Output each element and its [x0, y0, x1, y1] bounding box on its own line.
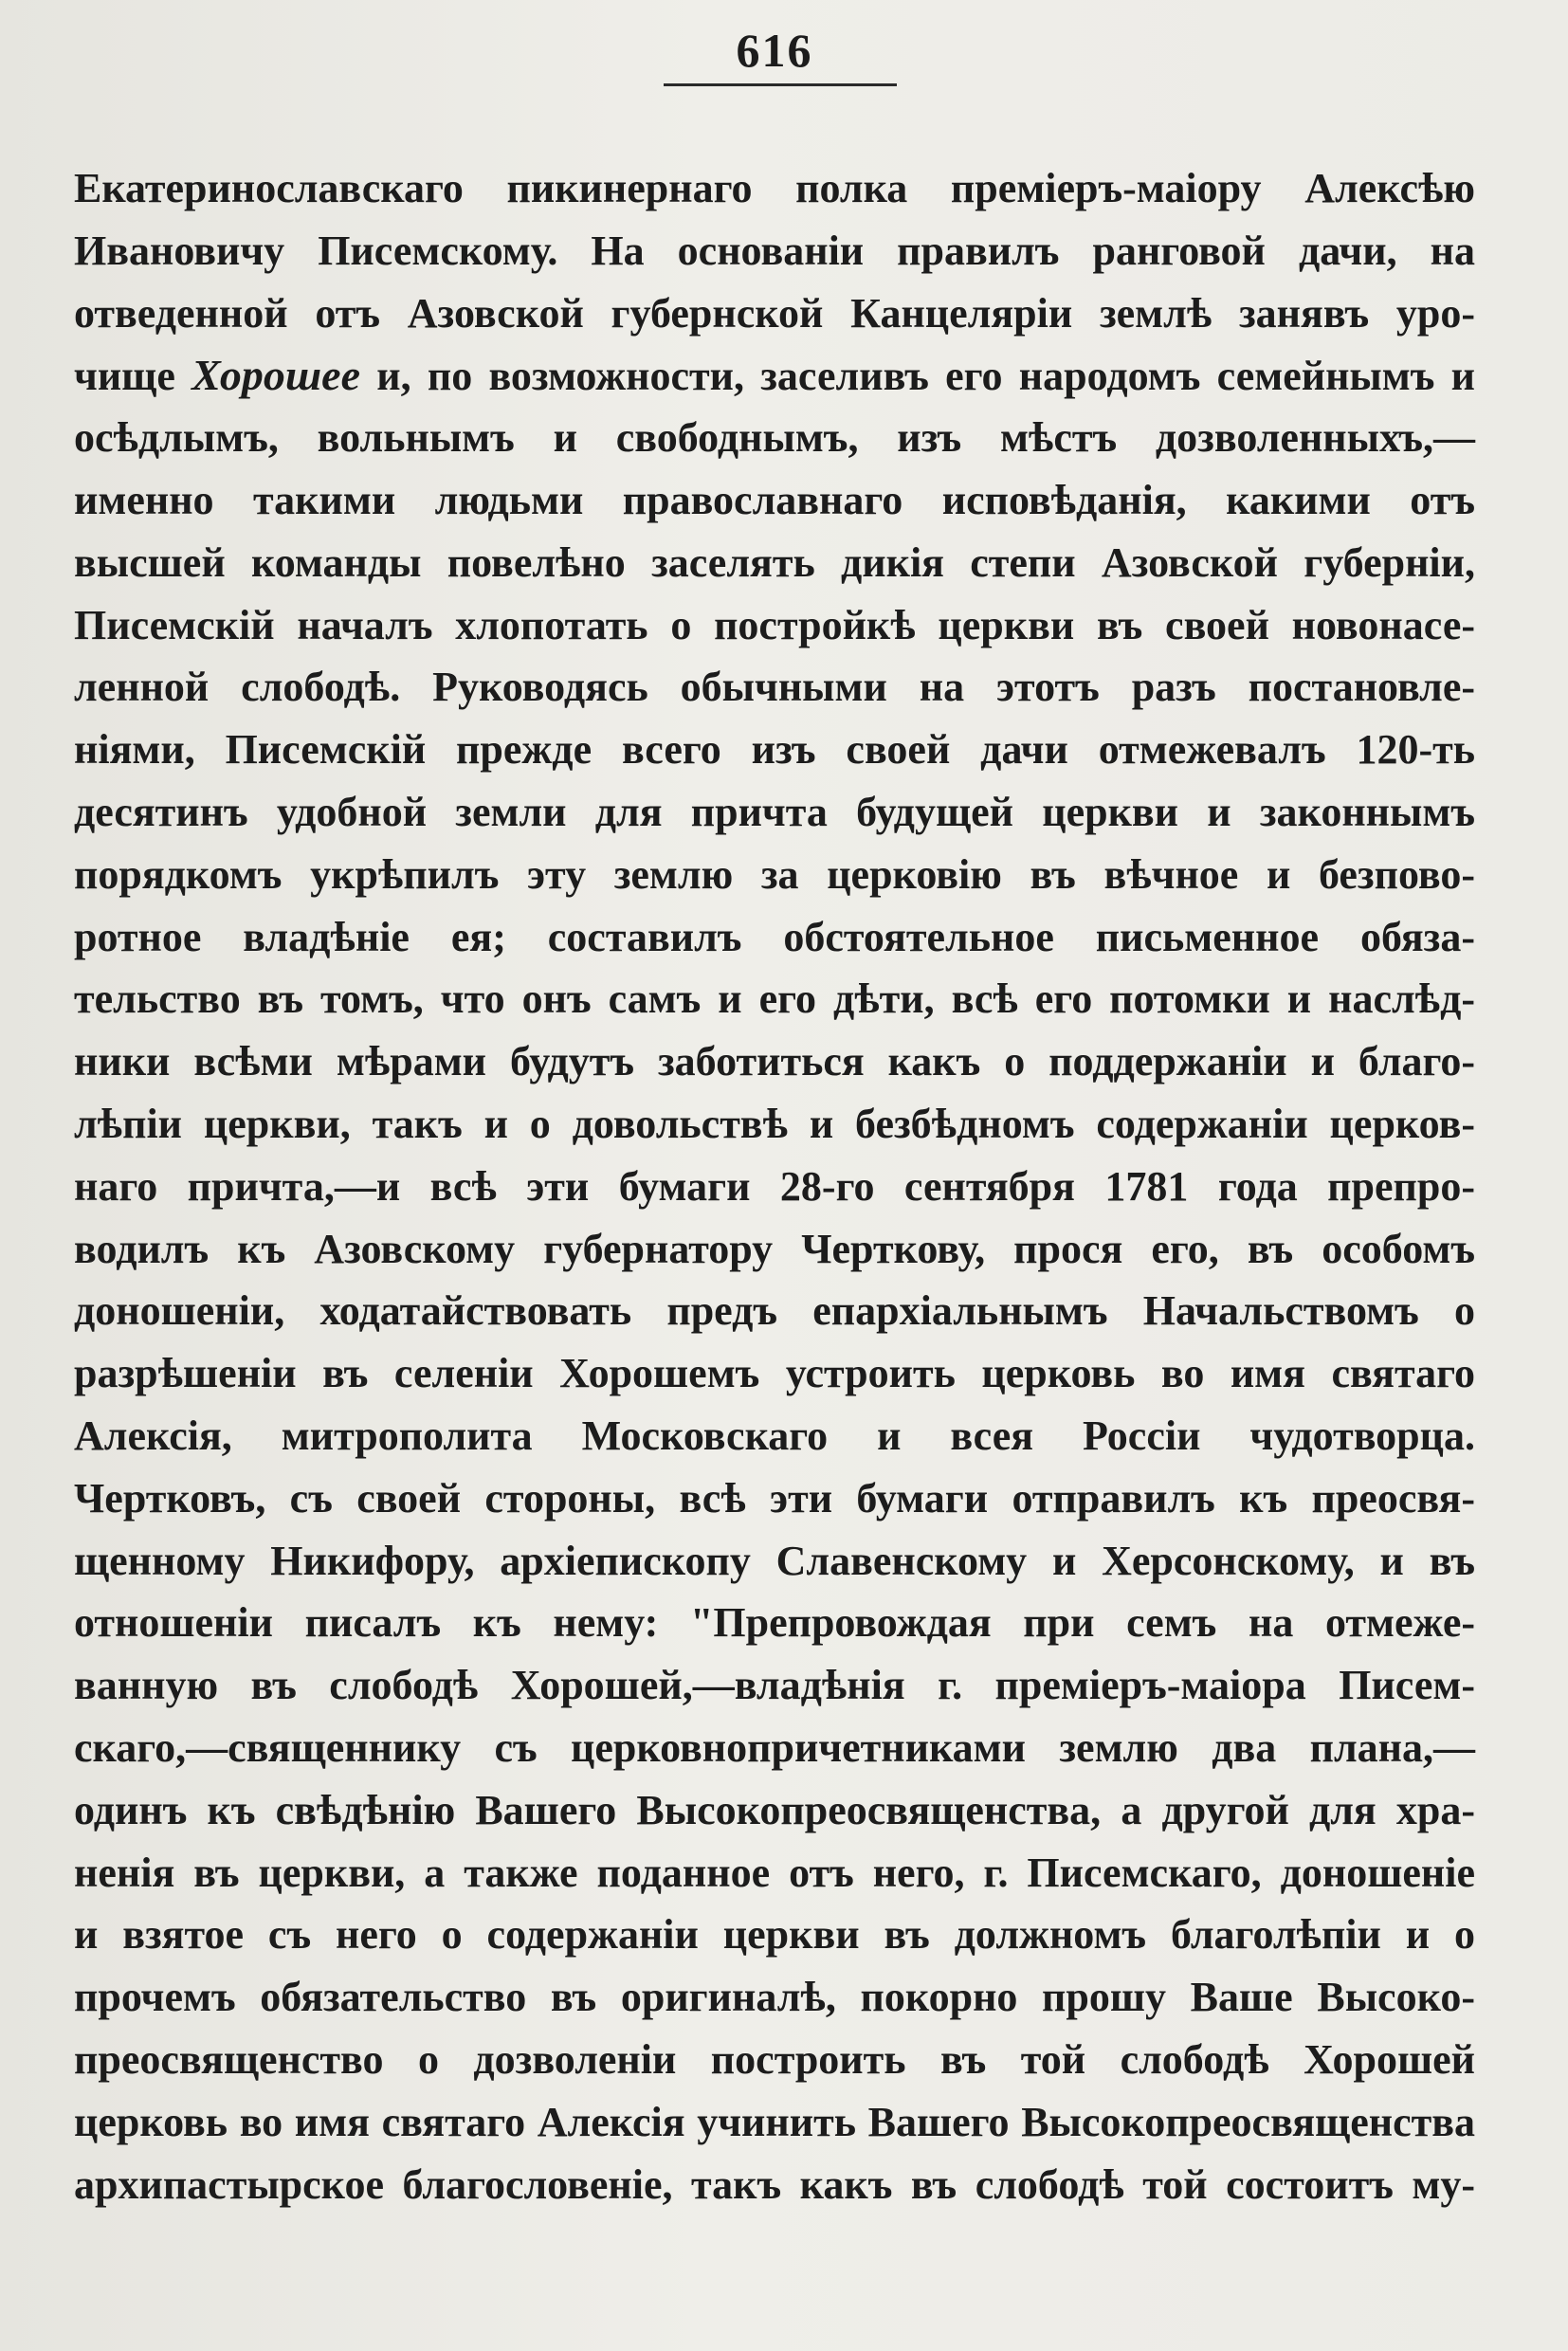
text-line: Екатеринославскаго пикинернаго полка премiеръ-маiору Алексѣю [74, 165, 1475, 211]
text-line: наго причта,—и всѣ эти бумаги 28-го сентября 1781 года препро- [74, 1162, 1475, 1210]
text-line: преосвященство о дозволенiи построить въ той слободѣ Хорошей [74, 2035, 1475, 2083]
text-line: порядкомъ укрѣпилъ эту землю за церковiю въ вѣчное и безпово- [74, 850, 1475, 898]
text-line: отведенной отъ Азовской губернской Канцелярiи землѣ занявъ уро- [74, 289, 1475, 337]
text-line: Ивановичу Писемскому. На основанiи правилъ ранговой дачи, на [74, 227, 1475, 274]
text-line: высшей команды повелѣно заселять дикiя степи Азовской губернiи, [74, 538, 1475, 586]
page-header [0, 24, 1568, 77]
text-line: разрѣшенiи въ селенiи Хорошемъ устроить церковь во имя святаго [74, 1350, 1475, 1397]
text-line: ники всѣми мѣрами будутъ заботиться какъ о поддержанiи и благо- [74, 1038, 1475, 1085]
text-line: одинъ къ свѣдѣнiю Вашего Высокопреосвященства, а другой для хра- [74, 1786, 1475, 1833]
text-line: ротное владѣнiе ея; составилъ обстоятельное письменное обяза- [74, 913, 1475, 960]
page-number: 616 [736, 24, 813, 77]
text-line: архипастырское благословенiе, такъ какъ въ слободѣ той состоитъ му- [74, 2160, 1475, 2208]
text-line: отношенiи писалъ къ нему: "Препровождая при семъ на отмеже- [74, 1599, 1475, 1647]
text-line: Чертковъ, съ своей стороны, всѣ эти бумаги отправилъ къ преосвя- [74, 1474, 1475, 1522]
text-line: скаго,—священнику съ церковнопричетниками землю два плана,— [74, 1723, 1475, 1771]
text-run: чище [74, 353, 192, 400]
text-line: щенному Никифору, архiепископу Славенскому и Херсонскому, и въ [74, 1537, 1475, 1584]
text-line: и взятое съ него о содержанiи церкви въ должномъ благолѣпiи и о [74, 1911, 1475, 1959]
text-line [74, 344, 1475, 407]
text-line: осѣдлымъ, вольнымъ и свободнымъ, изъ мѣстъ дозволенныхъ,— [74, 414, 1475, 462]
text-line: лѣпiи церкви, такъ и о довольствѣ и безбѣдномъ содержанiи церков- [74, 1100, 1475, 1147]
text-line: Писемскiй началъ хлопотать о постройкѣ церкви въ своей новонасе- [74, 601, 1475, 648]
text-line: прочемъ обязательство въ оригиналѣ, покорно прошу Ваше Высоко- [74, 1974, 1475, 2021]
text-line: тельство въ томъ, что онъ самъ и его дѣти, всѣ его потомки и наслѣд- [74, 975, 1475, 1023]
text-line: именно такими людьми православнаго исповѣданiя, какими отъ [74, 476, 1475, 523]
text-line: десятинъ удобной земли для причта будущей церкви и законнымъ [74, 788, 1475, 835]
text-line: церковь во имя святаго Алексiя учинить Вашего Высокопреосвященства [74, 2098, 1475, 2145]
text-line: доношенiи, ходатайствовать предъ епархiальнымъ Начальствомъ о [74, 1287, 1475, 1335]
italic-place-name: Хорошее [191, 351, 361, 400]
text-line: ленной слободѣ. Руководясь обычными на этотъ разъ постановле- [74, 664, 1475, 711]
text-line: нiями, Писемскiй прежде всего изъ своей дачи отмежевалъ 120-ть [74, 726, 1475, 774]
text-run: и, по возможности, заселивъ его народомъ семейнымъ и [360, 353, 1475, 400]
header-rule [664, 83, 897, 86]
text-line: водилъ къ Азовскому губернатору Черткову, прося его, въ особомъ [74, 1225, 1475, 1272]
text-line: Алексiя, митрополита Московскаго и всея Россiи чудотворца. [74, 1412, 1475, 1459]
body-text [74, 157, 1475, 2215]
text-line: ванную въ слободѣ Хорошей,—владѣнiя г. премiеръ-маiора Писем- [74, 1662, 1475, 1709]
text-line: ненiя въ церкви, а также поданное отъ него, г. Писемскаго, доношенiе [74, 1849, 1475, 1896]
